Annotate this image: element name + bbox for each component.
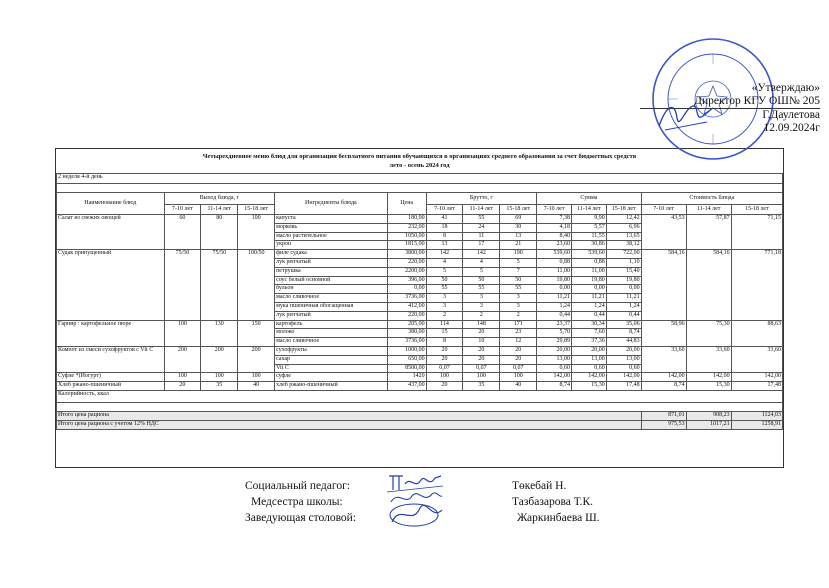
dish-output: 20 [164,382,201,391]
total-value: 1124,03 [731,411,782,420]
brutto-value: 15 [426,329,463,338]
sum-value: 35,06 [606,320,641,329]
dish-name: Компот из смеси сухофруктов с Vit C [57,346,165,372]
brutto-value: 55 [426,285,463,294]
dish-output: 200 [164,346,201,372]
dish-output: 130 [201,320,238,346]
sum-value: 8,74 [606,329,641,338]
ingredient-name: суфле [275,373,388,382]
sum-value: 0,44 [606,311,641,320]
dish-output: 150 [238,320,275,346]
total-value: 975,53 [641,420,686,429]
sum-value: 11,21 [537,294,572,303]
brutto-value: 2 [500,311,537,320]
ingredient-name: молоко [275,329,388,338]
dish-output: 200 [238,346,275,372]
sum-value: 1,24 [571,302,606,311]
sum-value: 0,44 [537,311,572,320]
brutto-value: 13 [426,241,463,250]
table-row [57,320,783,329]
title-line-2: лето - осень 2024 год [389,162,450,169]
brutto-value: 40 [500,382,537,391]
header-age: 7-10 лет [641,205,686,215]
dish-output: 35 [201,382,238,391]
total-label: Итого цена рациона [57,411,642,420]
header-age: 11-14 лет [463,205,500,215]
sum-value: 0,00 [606,285,641,294]
ingredient-name: мука пшеничная обогащенная [275,302,388,311]
director-signature [655,96,715,136]
dish-cost: 142,00 [731,373,782,382]
ingredient-price: 8500,00 [387,364,426,373]
ingredient-name: филе судака [275,250,388,259]
calories-row [57,390,783,402]
header-sum: Сумма [537,193,641,205]
table-row [57,250,783,259]
brutto-value: 2 [463,311,500,320]
sum-value: 30,34 [571,320,606,329]
brutto-value: 13 [500,232,537,241]
sum-value: 11,00 [571,267,606,276]
brutto-value: 10 [463,338,500,347]
sum-value: 12,42 [606,215,641,224]
sum-value: 15,30 [571,382,606,391]
sum-value: 37,36 [571,338,606,347]
table-row [57,215,783,224]
brutto-value: 23 [500,329,537,338]
dish-cost: 142,00 [641,373,686,382]
signer-name: Тазбазарова Т.К. [512,496,594,508]
total-value: 871,01 [641,411,686,420]
sum-value: 9,90 [571,215,606,224]
sum-value: 44,83 [606,338,641,347]
sum-value: 11,00 [537,267,572,276]
dish-output: 75/50 [201,250,238,320]
ingredient-name: лук репчатый [275,258,388,267]
brutto-value: 0,07 [500,364,537,373]
sum-value: 17,48 [606,382,641,391]
brutto-value: 20 [500,355,537,364]
brutto-value: 171 [500,320,537,329]
sum-value: 0,44 [571,311,606,320]
calories-label: Калорийность, ккал [57,390,783,402]
sum-value: 5,70 [537,329,572,338]
header-row-1 [57,193,783,205]
sum-value: 0,88 [571,258,606,267]
dish-name: Гарнир : картофельное пюре [57,320,165,346]
header-age: 7-10 лет [164,205,201,215]
brutto-value: 5 [426,267,463,276]
brutto-value: 0,07 [426,364,463,373]
sum-value: 142,00 [537,373,572,382]
sum-value: 1,24 [537,302,572,311]
sum-value: 1,10 [606,258,641,267]
ingredient-name: укроп [275,241,388,250]
brutto-value: 8 [426,338,463,347]
dish-cost: 33,60 [686,346,731,372]
sum-value: 5,57 [571,223,606,232]
brutto-value: 20 [463,355,500,364]
ingredient-name: капуста [275,215,388,224]
sum-value: 539,60 [571,250,606,259]
header-brutto: Брутто, г [426,193,537,205]
sum-value: 38,12 [606,241,641,250]
sum-value: 142,00 [606,373,641,382]
dish-output: 80 [201,215,238,250]
sum-value: 30,86 [571,241,606,250]
brutto-value: 30 [500,223,537,232]
ingredient-price: 1000,00 [387,346,426,355]
title-line-1: Четырехдневное меню блюд для организации бесплатного питания обучающихся в организациях среднего образования за счет бюджетных средств [202,153,637,160]
brutto-value: 50 [463,276,500,285]
brutto-value: 18 [426,223,463,232]
dish-output: 75/50 [164,250,201,320]
brutto-value: 20 [500,346,537,355]
dish-cost: 33,60 [731,346,782,372]
ingredient-price: 380,00 [387,329,426,338]
sum-value: 29,89 [537,338,572,347]
signer-name: Жаркинбаева Ш. [517,512,600,524]
signer-role: Заведующая столовой: [245,512,357,524]
signer-name: Төкебай Н. [512,480,567,492]
ingredient-price: 2200,00 [387,267,426,276]
total-value: 1017,21 [686,420,731,429]
table-row [57,346,783,355]
dish-cost: 8,74 [641,382,686,391]
sum-value: 13,00 [537,355,572,364]
dish-output: 100 [238,373,275,382]
ingredient-price: 1815,00 [387,241,426,250]
ingredient-name: масло растительное [275,232,388,241]
total-label: Итого цена рациона с учетом 12% НДС [57,420,642,429]
brutto-value: 55 [463,285,500,294]
header-age: 11-14 лет [201,205,238,215]
ingredient-name: бульон [275,285,388,294]
total-value: 1258,91 [731,420,782,429]
brutto-value: 69 [500,215,537,224]
brutto-value: 11 [463,232,500,241]
sum-value: 19,80 [606,276,641,285]
sum-value: 0,60 [571,364,606,373]
total-value: 908,23 [686,411,731,420]
sum-value: 11,55 [571,232,606,241]
header-ingredients: Ингредиенты блюда [275,193,388,215]
dish-cost: 57,87 [686,215,731,250]
total-row [57,411,783,420]
brutto-value: 142 [463,250,500,259]
table-row [57,382,783,391]
sum-value: 722,00 [606,250,641,259]
menu-table [56,173,783,430]
ingredient-price: 396,00 [387,276,426,285]
header-age: 15-18 лет [731,205,782,215]
ingredient-price: 0,00 [387,285,426,294]
sum-value: 15,40 [606,267,641,276]
sum-value: 142,00 [571,373,606,382]
sum-value: 0,60 [606,364,641,373]
header-age: 7-10 лет [426,205,463,215]
ingredient-price: 3736,00 [387,294,426,303]
sum-value: 13,00 [606,355,641,364]
dish-cost: 142,00 [686,373,731,382]
ingredient-name: сахар [275,355,388,364]
dish-cost: 75,30 [686,320,731,346]
dish-cost: 88,63 [731,320,782,346]
sum-value: 11,21 [606,294,641,303]
sum-value: 7,38 [537,215,572,224]
sum-value: 7,60 [571,329,606,338]
header-age: 11-14 лет [686,205,731,215]
sum-value: 8,74 [537,382,572,391]
sum-value: 8,40 [537,232,572,241]
brutto-value: 50 [500,276,537,285]
dish-output: 100 [238,215,275,250]
sum-value: 13,65 [606,232,641,241]
dish-cost: 584,16 [686,250,731,320]
dish-output: 100/50 [238,250,275,320]
dish-cost: 71,15 [731,215,782,250]
header-cost: Стоимость блюда [641,193,782,205]
ingredient-name: лук репчатый [275,311,388,320]
brutto-value: 100 [463,373,500,382]
brutto-value: 2 [426,311,463,320]
dish-cost: 15,30 [686,382,731,391]
signer-row [245,478,665,494]
dish-name: Судак припущенный [57,250,165,320]
ingredient-name: сухофрукты [275,346,388,355]
ingredient-name: масло сливочное [275,338,388,347]
menu-document [55,148,784,468]
ingredient-price: 3736,00 [387,338,426,347]
dish-output: 40 [238,382,275,391]
header-age: 15-18 лет [500,205,537,215]
signer-role: Медсестра школы: [251,496,343,508]
spacer-row [57,402,783,411]
brutto-value: 20 [426,346,463,355]
approval-date: 12.09.2024г [763,122,820,134]
brutto-value: 142 [426,250,463,259]
ingredient-name: Vit C [275,364,388,373]
brutto-value: 20 [463,346,500,355]
sum-value: 13,00 [571,355,606,364]
dish-output: 100 [164,320,201,346]
sum-value: 20,00 [537,346,572,355]
header-age: 7-10 лет [537,205,572,215]
sum-value: 20,00 [571,346,606,355]
ingredient-name: петрушка [275,267,388,276]
brutto-value: 24 [463,223,500,232]
week-row [57,174,783,184]
signer-row [245,494,665,510]
sum-value: 23,37 [537,320,572,329]
brutto-value: 41 [426,215,463,224]
brutto-value: 5 [500,258,537,267]
ingredient-price: 1050,00 [387,232,426,241]
brutto-value: 35 [463,382,500,391]
sum-value: 0,00 [571,285,606,294]
sum-value: 6,96 [606,223,641,232]
brutto-value: 3 [500,302,537,311]
dish-name: Хлеб ржано-пшеничный [57,382,165,391]
brutto-value: 4 [463,258,500,267]
brutto-value: 8 [426,232,463,241]
brutto-value: 7 [500,267,537,276]
spacer-row [57,184,783,193]
sum-value: 20,00 [606,346,641,355]
brutto-value: 21 [500,241,537,250]
ingredient-price: 232,00 [387,223,426,232]
brutto-value: 20 [426,382,463,391]
approval-name: Г.Даулетова [762,109,820,121]
header-age: 11-14 лет [571,205,606,215]
dish-output: 100 [164,373,201,382]
header-age: 15-18 лет [606,205,641,215]
ingredient-name: хлеб ржано-пшеничный [275,382,388,391]
brutto-value: 100 [500,373,537,382]
header-age: 15-18 лет [238,205,275,215]
brutto-value: 50 [426,276,463,285]
ingredient-name: масло сливочное [275,294,388,303]
header-price: Цена [387,193,426,215]
dish-name: Салат из свежих овощей [57,215,165,250]
dish-cost: 584,16 [641,250,686,320]
sum-value: 0,60 [537,364,572,373]
dish-output: 200 [201,346,238,372]
sum-value: 539,60 [537,250,572,259]
ingredient-price: 650,00 [387,355,426,364]
sum-value: 1,24 [606,302,641,311]
brutto-value: 55 [500,285,537,294]
signer-row [245,510,665,526]
brutto-value: 3 [463,302,500,311]
dish-cost: 58,96 [641,320,686,346]
ingredient-price: 220,00 [387,311,426,320]
ingredient-price: 220,00 [387,258,426,267]
dish-cost: 771,18 [731,250,782,320]
sum-value: 0,88 [537,258,572,267]
dish-output: 100 [201,373,238,382]
brutto-value: 3 [426,302,463,311]
brutto-value: 20 [463,329,500,338]
brutto-value: 3 [500,294,537,303]
sum-value: 11,21 [571,294,606,303]
signer-role: Социальный педагог: [245,480,350,492]
sum-value: 0,00 [537,285,572,294]
dish-output: 60 [164,215,201,250]
ingredient-price: 1420 [387,373,426,382]
brutto-value: 190 [500,250,537,259]
brutto-value: 5 [463,267,500,276]
approval-heading: «Утверждаю» [751,82,820,94]
brutto-value: 148 [463,320,500,329]
ingredient-name: картофель [275,320,388,329]
sum-value: 4,18 [537,223,572,232]
ingredient-price: 437,00 [387,382,426,391]
brutto-value: 100 [426,373,463,382]
header-dish: Наименование блюд [57,193,165,215]
brutto-value: 114 [426,320,463,329]
brutto-value: 20 [426,355,463,364]
ingredient-price: 3800,00 [387,250,426,259]
brutto-value: 0,07 [463,364,500,373]
sum-value: 19,80 [571,276,606,285]
brutto-value: 4 [426,258,463,267]
dish-cost: 17,48 [731,382,782,391]
table-row [57,373,783,382]
ingredient-name: морковь [275,223,388,232]
total-vat-row [57,420,783,429]
signers-block [245,478,665,526]
brutto-value: 12 [500,338,537,347]
sum-value: 19,80 [537,276,572,285]
ingredient-price: 180,00 [387,215,426,224]
brutto-value: 17 [463,241,500,250]
dish-cost: 33,60 [641,346,686,372]
ingredient-name: соус белый основной [275,276,388,285]
dish-name: Суфле *(Йогурт) [57,373,165,382]
ingredient-price: 205,00 [387,320,426,329]
sum-value: 23,60 [537,241,572,250]
ingredient-price: 412,00 [387,302,426,311]
brutto-value: 55 [463,215,500,224]
brutto-value: 3 [426,294,463,303]
brutto-value: 3 [463,294,500,303]
signature-canteen-head [384,500,446,530]
header-output: Выход блюда, г [164,193,275,205]
approval-position: Директор КГУ ОШ№ 205 [640,95,820,109]
week-label: 2 неделя 4-й день [57,174,783,184]
dish-cost: 43,53 [641,215,686,250]
